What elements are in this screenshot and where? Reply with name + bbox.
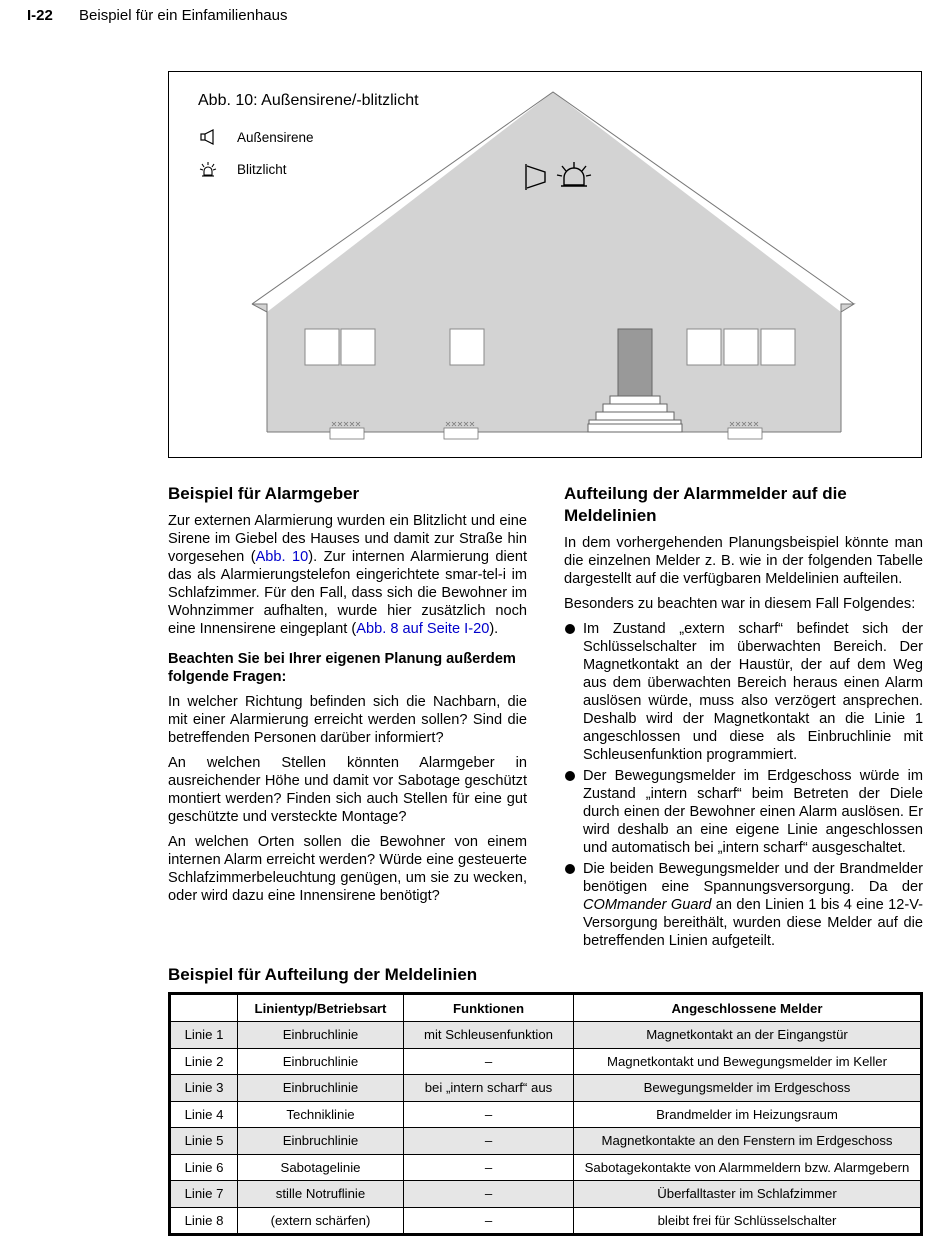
figure-house — [168, 71, 922, 458]
link-abb-8[interactable]: Abb. 8 auf Seite I-20 — [356, 621, 490, 637]
table-cell: Einbruchlinie — [238, 1075, 404, 1102]
table-cell: – — [404, 1128, 574, 1155]
window — [450, 329, 484, 365]
table-cell: Magnetkontakt an der Eingangstür — [574, 1022, 922, 1049]
stair-step — [588, 424, 682, 432]
paragraph: An welchen Orten sollen die Bewohner von einem internen Alarm erreicht werden? Würde eine gesteuerte Schlafzimmerbeleuchtung genügen, um sie zu wecken, oder wird dazu eine Innensirene benötigt? — [168, 834, 527, 904]
table-row — [170, 1075, 922, 1102]
table-cell: Einbruchlinie — [238, 1128, 404, 1155]
link-abb-10[interactable]: Abb. 10 — [255, 549, 309, 565]
flashlight-icon — [199, 160, 217, 178]
table-cell: Magnetkontakt und Bewegungsmelder im Keller — [574, 1048, 922, 1075]
table-cell: Linie 7 — [170, 1181, 238, 1208]
paragraph: An welchen Stellen könnten Alarmgeber in ausreichender Höhe und damit vor Sabotage geschützt montiert werden? Finden sich auch Stellen für eine gut geschützte und versteckte Montage? — [168, 755, 527, 825]
window — [687, 329, 721, 365]
text: Zur externen Alarmierung wurden ein Blitzlicht und eine Sirene im Giebel des Hauses und damit zur Straße hin vorgesehen ( — [168, 513, 527, 565]
text: Die beiden Bewegungsmelder und der Brandmelder benötigen eine Spannungsversorgung. Da der — [583, 861, 923, 895]
window — [341, 329, 375, 365]
table-cell: Linie 2 — [170, 1048, 238, 1075]
table-cell: bleibt frei für Schlüsselschalter — [574, 1207, 922, 1235]
table-row — [170, 1022, 922, 1049]
text: ). — [489, 621, 499, 637]
section-heading: Beispiel für Alarmgeber — [168, 484, 360, 503]
page-header — [27, 7, 287, 24]
window — [724, 329, 758, 365]
legend-label: Blitzlicht — [237, 161, 287, 177]
table-cell: Techniklinie — [238, 1101, 404, 1128]
table-cell: Sabotagelinie — [238, 1154, 404, 1181]
legend-item-siren — [199, 128, 314, 146]
table-cell: bei „intern scharf“ aus — [404, 1075, 574, 1102]
door — [618, 329, 652, 396]
stair-step — [603, 404, 667, 412]
table-cell: Sabotagekontakte von Alarmmeldern bzw. Alarmgebern — [574, 1154, 922, 1181]
bullet-list — [564, 620, 923, 950]
table-cell: Linie 6 — [170, 1154, 238, 1181]
table-cell: stille Notruflinie — [238, 1181, 404, 1208]
window — [761, 329, 795, 365]
legend-label: Außensirene — [237, 129, 314, 145]
table-cell: Linie 3 — [170, 1075, 238, 1102]
flower-box — [728, 422, 762, 439]
table-cell: (extern schärfen) — [238, 1207, 404, 1235]
product-name: COMmander Guard — [583, 897, 712, 913]
table-cell: Linie 1 — [170, 1022, 238, 1049]
table-cell: Magnetkontakte an den Fenstern im Erdgeschoss — [574, 1128, 922, 1155]
column-header: Angeschlossene Melder — [574, 994, 922, 1022]
table-row — [170, 1207, 922, 1235]
stair-step — [610, 396, 660, 404]
paragraph: In welcher Richtung befinden sich die Nachbarn, die mit einer Alarmierung erreicht werden sollen? Sind die betreffenden Personen darüber informiert? — [168, 694, 527, 746]
table-cell: mit Schleusenfunktion — [404, 1022, 574, 1049]
table-cell: Linie 4 — [170, 1101, 238, 1128]
left-column — [168, 483, 527, 912]
legend-item-flashlight — [199, 160, 287, 178]
table-row — [170, 1181, 922, 1208]
siren-icon — [199, 128, 217, 146]
table-cell: Linie 8 — [170, 1207, 238, 1235]
table-row — [170, 1048, 922, 1075]
column-header: Linientyp/Betriebsart — [238, 994, 404, 1022]
text: an den Linien 1 bis 4 eine 12-V-Versorgung bereithält, wurden diese Melder auf die betreffenden Linien aufgeteilt. — [583, 897, 923, 949]
stair-step — [596, 412, 674, 420]
page-header-title: Beispiel für ein Einfamilienhaus — [79, 7, 288, 24]
paragraph — [168, 512, 527, 638]
table-row — [170, 1128, 922, 1155]
section-heading: Aufteilung der Alarmmelder auf die Meldelinien — [564, 484, 847, 525]
table-cell: – — [404, 1101, 574, 1128]
table-cell: Brandmelder im Heizungsraum — [574, 1101, 922, 1128]
right-column — [564, 483, 923, 953]
table-cell: – — [404, 1207, 574, 1235]
text: ). Zur internen Alarmierung dient das als Alarmierungstelefon eingerichtete smar-tel-i im Schlafzimmer. Für den Fall, dass sich die Bewohner im Wohnzimmer aufhalten, wurde hier zusätzlich noch eine Innensirene eingeplant ( — [168, 549, 528, 637]
paragraph: Besonders zu beachten war in diesem Fall Folgendes: — [564, 596, 916, 612]
meldelinien-table — [168, 992, 923, 1236]
table-cell: Bewegungsmelder im Erdgeschoss — [574, 1075, 922, 1102]
list-item: Der Bewegungsmelder im Erdgeschoss würde im Zustand „intern scharf“ beim Betreten der Diele durch einen der Bewohner einen Alarm auslösen. Er wird deshalb an eine eigene Linie angeschlossen und automatisch bei „intern scharf“ ausgeschaltet. — [564, 767, 923, 857]
list-item: Im Zustand „extern scharf“ befindet sich der Schlüsselschalter im überwachten Bereich. Der Magnetkontakt an der Haustür, der auf dem Weg aus dem überwachten Bereich heraus einen Alarm auslösen würde, muss also verzögert ansprechen. Deshalb wird der Magnetkontakt an die Linie 1 angeschlossen und diese als Einbruchlinie mit Schleusenfunktion programmiert. — [564, 620, 923, 764]
table-row — [170, 1154, 922, 1181]
table-cell: – — [404, 1048, 574, 1075]
table-row — [170, 1101, 922, 1128]
column-header — [170, 994, 238, 1022]
page-number: I-22 — [27, 7, 53, 24]
house-body — [267, 92, 841, 432]
subheading: Beachten Sie bei Ihrer eigenen Planung außerdem folgende Fragen: — [168, 651, 516, 685]
table-cell: Einbruchlinie — [238, 1048, 404, 1075]
roof-eave-left — [252, 304, 267, 312]
window — [305, 329, 339, 365]
flower-box — [330, 422, 364, 439]
column-header: Funktionen — [404, 994, 574, 1022]
table-header-row — [170, 994, 922, 1022]
table-cell: Linie 5 — [170, 1128, 238, 1155]
figure-title: Abb. 10: Außensirene/-blitzlicht — [198, 92, 419, 109]
list-item — [564, 860, 923, 950]
paragraph: In dem vorhergehenden Planungsbeispiel könnte man die einzelnen Melder z. B. wie in der folgenden Tabelle dargestellt auf die verfügbaren Meldelinien aufteilen. — [564, 535, 923, 587]
table-cell: Einbruchlinie — [238, 1022, 404, 1049]
flower-box — [444, 422, 478, 439]
table-title: Beispiel für Aufteilung der Meldelinien — [168, 965, 478, 984]
table-cell: – — [404, 1181, 574, 1208]
roof-eave-right — [841, 304, 854, 312]
table-cell: Überfalltaster im Schlafzimmer — [574, 1181, 922, 1208]
table-cell: – — [404, 1154, 574, 1181]
